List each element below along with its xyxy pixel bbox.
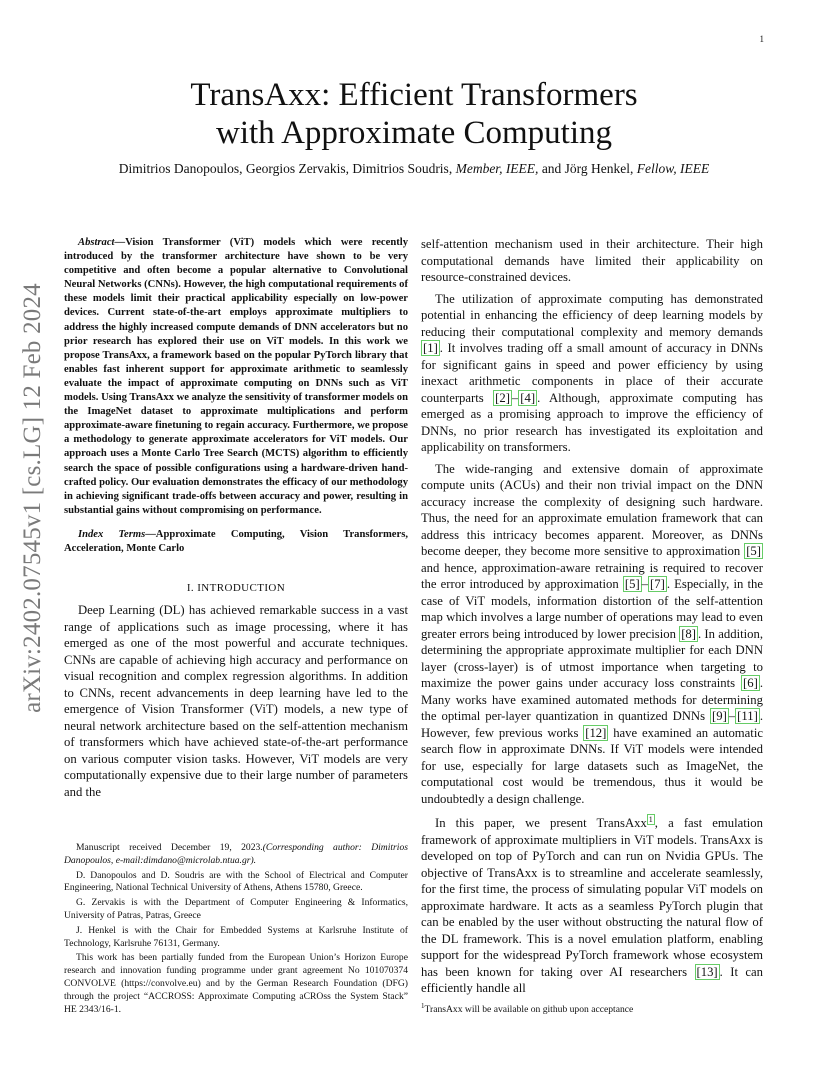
citation-link[interactable]: [4]: [520, 390, 536, 405]
page-number: 1: [759, 34, 764, 44]
arxiv-identifier-stamp: [16, 283, 50, 713]
citation-link[interactable]: [12]: [585, 725, 607, 740]
footnote-affiliation-kit: J. Henkel is with the Chair for Embedded Systems at Karlsruhe Institute of Technology, Karlsruhe 76131, Germany.: [64, 924, 408, 949]
right-column: [421, 236, 763, 1002]
abstract: [64, 236, 408, 518]
citation-link[interactable]: [1]: [423, 341, 438, 355]
citation-link[interactable]: [6]: [743, 676, 758, 690]
intro-paragraph-1: Deep Learning (DL) has achieved remarkable success in a vast range of applications such as image processing, where it has emerged as one of the most powerful and accurate techniques. CNNs are capable of achieving high accuracy and performance on visual recognition and complex regression algorithms. In addition to CNNs, recent advancements in deep learning have led to the emergence of Vision Transformer (ViT) models, a new type of neural network architecture based on the self-attention mechanism of transformers which have achieved state-of-the-art performance on various computer vision tasks. However, ViT models are very computationally expensive due to their large number of parameters and the: [64, 603, 408, 799]
footnote-funding: This work has been partially funded from the European Union’s Horizon Europe research and innovation funding programme under grant agreement No 101070374 CONVOLVE (https://convolve.eu) and by the German Research Foundation (DFG) through the project “ACCROSS: Approximate Computing aCROss the System Stack” HE 2343/16-1.: [64, 952, 408, 1015]
footnote-manuscript: Manuscript received December 19, 2023.(Corresponding author: Dimitrios Danopoulos, e-mail:dimdano@microlab.ntua.gr).: [64, 842, 408, 866]
abstract-text: —Vision Transformer (ViT) models which were recently introduced by the transformer architecture have shown to be very competitive and often become a popular alternative to Convolutional Neural Networks (CNNs). However, the high computational requirements of these models limit their practical applicability especially on low-power devices. Current state-of-the-art employs approximate multipliers to address the highly increased compute demands of DNN accelerators but no prior research has explored their use on ViT models. In this work we propose TransAxx, a framework based on the popular PyTorch library that enables fast inherent support for approximate arithmetic to seamlessly evaluate the impact of approximate computing on DNNs such as ViT models. Using TransAxx we analyze the sensitivity of transformer models on the ImageNet dataset to approximate multiplications and perform approximate-aware finetuning to regain accuracy. Furthermore, we propose a methodology to generate approximate accelerators for ViT models. Our approach uses a Monte Carlo Tree Search (MCTS) algorithm to efficiently search the space of possible configurations using a hardware-driven hand-crafted policy. Our evaluation demonstrates the efficacy of our methodology in achieving significant trade-offs between accuracy and power, resulting in substantial gains without compromising on performance.: [64, 237, 408, 516]
citation-link[interactable]: [7]: [650, 577, 665, 591]
citation-link[interactable]: [8]: [681, 626, 696, 641]
footnote-affiliation-patras: G. Zervakis is with the Department of Computer Engineering & Informatics, University of Patras, Patras, Greece: [64, 897, 408, 921]
citation-link[interactable]: [5]: [624, 577, 640, 591]
citation-link[interactable]: [11]: [737, 709, 758, 723]
author-names-2: and Jörg Henkel,: [538, 161, 637, 176]
index-terms-lead: Index Terms: [78, 528, 146, 540]
citation-link[interactable]: [2]: [495, 390, 510, 405]
author-list: [0, 160, 828, 178]
citation-link[interactable]: [5]: [746, 544, 761, 558]
right-paragraph-1: self-attention mechanism used in their architecture. Their high computational demands have limited their applicability on resource-constrained devices.: [421, 237, 763, 284]
right-paragraph-2: The utilization of approximate computing has demonstrated potential in enhancing the efficiency of deep learning models by reducing their computational complexity and memory demands [1] . It involves trading off a small amount of accuracy in DNNs for significant gains in speed and power efficiency by using inexact arithmetic components in place of their accurate counterparts [2] – [4] . Although, approximate computing has emerged as a promising approach to improve the efficiency of DNNs, no prior research has investigated its exploitation and applicability on transformers.: [421, 291, 763, 454]
arxiv-identifier-text: arXiv:2402.07545v1 [cs.LG] 12 Feb 2024: [19, 283, 46, 713]
left-column: [64, 236, 408, 800]
footnote-affiliation-ntua: D. Danopoulos and D. Soudris are with the School of Electrical and Computer Engineering, National Technical University of Athens, Athens 15780, Greece.: [64, 869, 408, 894]
index-terms: [64, 528, 408, 556]
section-heading-introduction: I. INTRODUCTION: [186, 582, 286, 595]
right-footnote-text: TransAxx will be available on github upon acceptance: [424, 1004, 634, 1016]
paper-title: [0, 76, 828, 152]
right-footnote-number: 1: [421, 1002, 425, 1010]
author-affiliation-1: Member, IEEE,: [455, 161, 539, 176]
left-footnotes: [64, 842, 408, 1018]
abstract-lead: Abstract: [78, 237, 115, 248]
author-affiliation-2: Fellow, IEEE: [636, 161, 710, 176]
footnote-link[interactable]: 1: [648, 815, 653, 824]
title-line-1: TransAxx: Efficient Transformers: [190, 77, 638, 113]
right-paragraph-3: The wide-ranging and extensive domain of approximate compute units (ACUs) and their non trivial impact on the DNN accuracy increase the complexity of designing such hardware. Thus, the need for an approximate emulation framework that can address this intricacy becomes apparent. Moreover, as DNNs become deeper, they become more sensitive to approximation [5] and hence, approximation-aware retraining is required to recover the error introduced by approximation [5] – [7] . Especially, in the case of ViT models, information distortion of the self-attention map which involves a large number of operations may lead to even greater errors being introduced by lower precision [8] . In addition, determining the appropriate approximate multiplier for each DNN layer (cross-layer) is of utmost importance when targeting to maximize the power gains under accuracy loss constraints [6] . Many works have examined automated methods for determining the optimal per-layer quantization in quantized DNNs [9] – [11] . However, few previous works [12] have examined an automatic search flow in approximate DNNs. If ViT models were intended for use, especially for large datasets such as ImageNet, the computational cost would be tremendous, thus it would be undoubtedly a design challenge.: [421, 461, 764, 806]
citation-link[interactable]: [13]: [696, 964, 718, 979]
title-line-2: with Approximate Computing: [216, 115, 612, 151]
index-terms-text: —Approximate Computing, Vision Transformers, Acceleration, Monte Carlo: [64, 528, 408, 554]
author-names-1: Dimitrios Danopoulos, Georgios Zervakis, Dimitrios Soudris,: [118, 161, 456, 176]
citation-link[interactable]: [9]: [712, 709, 727, 723]
right-footnote: [421, 1000, 763, 1017]
right-paragraph-4: In this paper, we present TransAxx $^1$ , a fast emulation framework of approximate multipliers in ViT models. TransAxx is developed on top of PyTorch and can run on Nvidia GPUs. The objective of TransAxx is to streamline and accelerate seamlessly, for the first time, the process of simulating popular ViT models on approximate hardware. It acts as a seamless PyTorch plugin that can be enabled by the user without obstructing the natural flow of the DL framework. This is a novel emulation platform, enabling support for the widespread PyTorch framework whose ecosystem has been known for taking over AI researchers [13] . It can efficiently handle all: [421, 815, 763, 996]
